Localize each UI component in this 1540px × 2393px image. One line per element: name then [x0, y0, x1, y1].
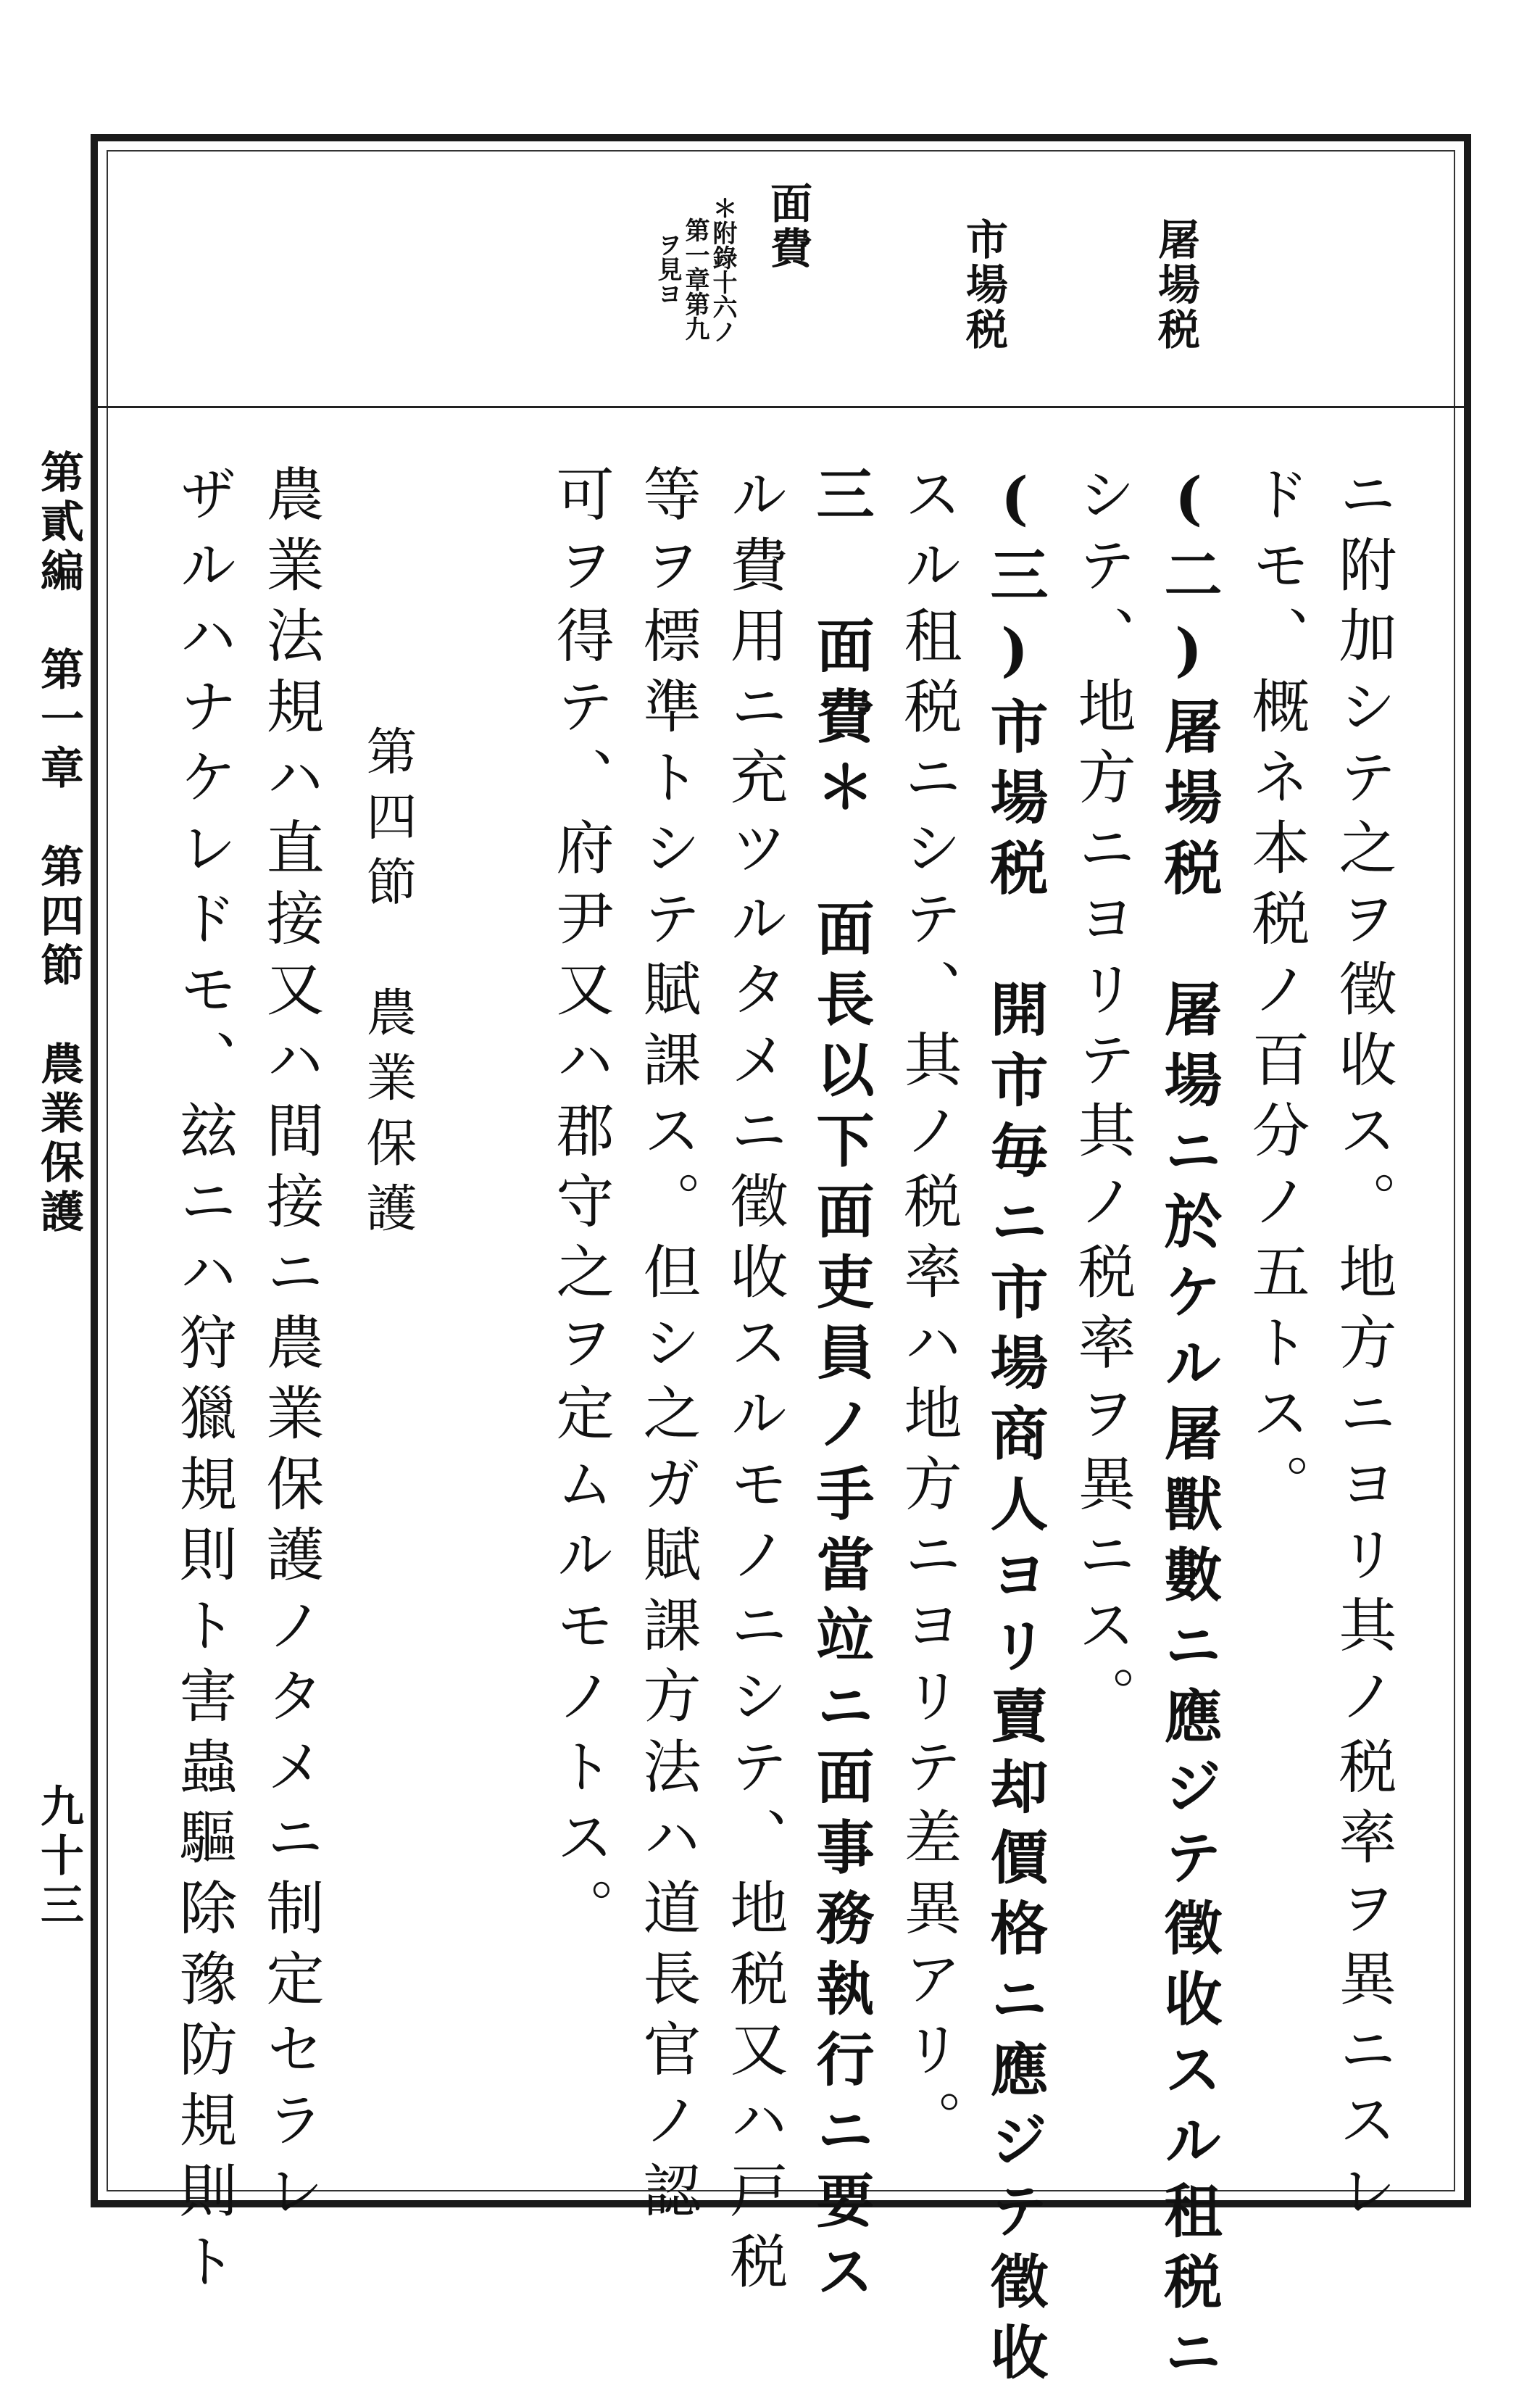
header-divider: [98, 406, 1464, 408]
body-line-9: 等ヲ標準トシテ賦課ス。但シ之ガ賦課方法ハ道長官ノ認: [633, 464, 701, 2231]
header-note-line-2: 第一章第九: [680, 217, 709, 341]
header-note-line-3: ヲ見ヨ: [653, 232, 682, 306]
running-title: 第貳編 第一章 第四節 農業保護: [33, 449, 84, 1238]
body-line-4: シテ、地方ニヨリテ其ノ税率ヲ異ニス。: [1068, 464, 1136, 1736]
body-line-1: ニ附加シテ之ヲ徵收ス。地方ニヨリ其ノ税率ヲ異ニスレ: [1329, 464, 1397, 2231]
body-line-3: (二)屠場税 屠場ニ於ケル屠獸數ニ應ジテ徵收スル租税ニ: [1154, 464, 1223, 2393]
page-number: 九十三: [33, 1783, 84, 1931]
section-heading: 第四節 農業保護: [358, 725, 417, 1247]
body-line-5: (三)市場税 開市毎ニ市場商人ヨリ賣却價格ニ應ジテ徵收: [981, 464, 1049, 2393]
header-note-line-1: ＊附錄十六ノ: [708, 196, 737, 344]
header-label-market-tax: 市場税: [959, 217, 1008, 352]
body-line-8: ル費用ニ充ツルタメニ徵收スルモノニシテ、地税又ハ戸税: [720, 464, 788, 2302]
body-line-6: スル租税ニシテ、其ノ税率ハ地方ニヨリテ差異アリ。: [894, 464, 962, 2160]
header-label-myeon-expense: 面費: [763, 181, 812, 271]
body-line-10: 可ヲ得テ、府尹又ハ郡守之ヲ定ムルモノトス。: [546, 464, 614, 1949]
header-label-slaughterhouse-tax: 屠場税: [1151, 217, 1200, 352]
section-line-1: 農業法規ハ直接又ハ間接ニ農業保護ノタメニ制定セラレ: [257, 464, 324, 2231]
body-line-7: 三 面費＊ 面長以下面吏員ノ手當竝ニ面事務執行ニ要ス: [807, 464, 875, 2312]
section-line-2: ザルハナケレドモ、玆ニハ狩獵規則ト害蟲驅除豫防規則ト: [170, 464, 237, 2302]
body-line-2: ドモ、概ネ本税ノ百分ノ五トス。: [1242, 464, 1310, 1525]
